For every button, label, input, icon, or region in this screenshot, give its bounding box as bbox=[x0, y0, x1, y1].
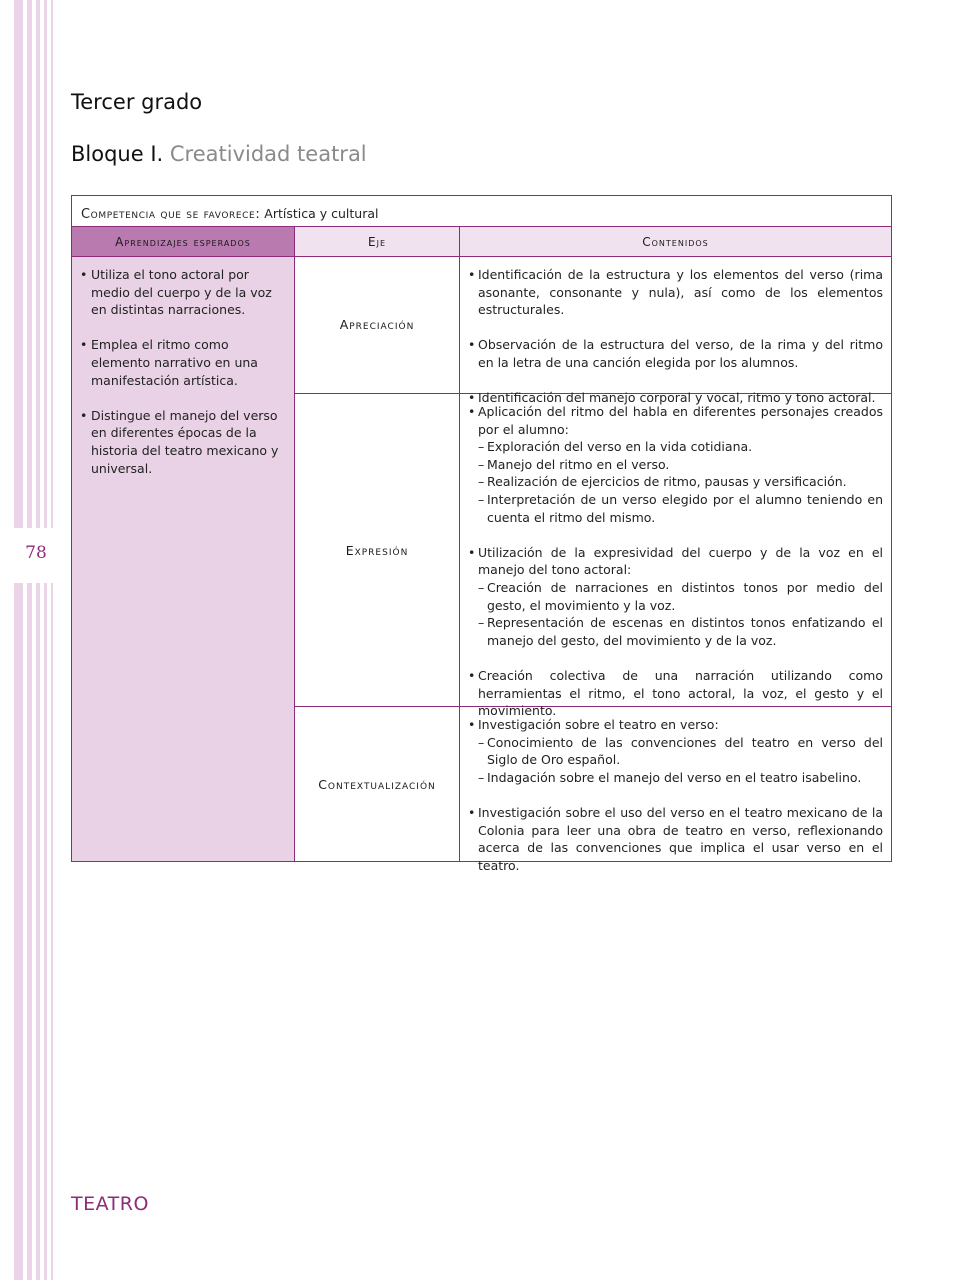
list-item: • Aplicación del ritmo del habla en diferentes personajes creados por el alumno: bbox=[468, 403, 883, 438]
header-aprendizajes: Aprendizajes esperados bbox=[72, 227, 295, 256]
sub-list-item: – Indagación sobre el manejo del verso en el teatro isabelino. bbox=[468, 769, 883, 787]
axis-row-expresion bbox=[295, 394, 891, 719]
sub-list-item: – Realización de ejercicios de ritmo, pausas y versificación. bbox=[468, 473, 883, 491]
axis-name: Expresión bbox=[295, 394, 460, 706]
competencia-value: Artística y cultural bbox=[264, 206, 379, 221]
ejes-column bbox=[295, 257, 891, 873]
stripe bbox=[44, 0, 47, 1280]
stripe bbox=[51, 0, 53, 1280]
body-row bbox=[72, 257, 891, 873]
header-eje: Eje bbox=[295, 227, 460, 256]
grade-title: Tercer grado bbox=[71, 90, 203, 114]
stripe bbox=[36, 0, 40, 1280]
axis-row-contextualizacion bbox=[295, 707, 891, 873]
curriculum-table bbox=[71, 195, 892, 873]
axis-content bbox=[460, 707, 891, 873]
stripe bbox=[14, 0, 23, 1280]
list-item: • Identificación del manejo corporal y vocal, ritmo y tono actoral. bbox=[468, 389, 883, 407]
sub-list-item: – Manejo del ritmo en el verso. bbox=[468, 456, 883, 474]
list-item: • Investigación sobre el teatro en verso: bbox=[468, 716, 883, 734]
sub-list-item: – Creación de narraciones en distintos tonos por medio del gesto, el movimiento y la voz. bbox=[468, 579, 883, 614]
list-item: • Creación colectiva de una narración utilizando como herramientas el ritmo, el tono actoral, la voz, el gesto y el movimiento. bbox=[468, 667, 883, 720]
header-row bbox=[72, 227, 891, 257]
stripe bbox=[27, 0, 32, 1280]
header-contenidos: Contenidos bbox=[460, 227, 891, 256]
sub-list-item: – Conocimiento de las convenciones del teatro en verso del Siglo de Oro español. bbox=[468, 734, 883, 769]
axis-row-apreciacion bbox=[295, 257, 891, 406]
list-item: • Observación de la estructura del verso, de la rima y del ritmo en la letra de una canción elegida por los alumnos. bbox=[468, 336, 883, 371]
list-item: • Distingue el manejo del verso en diferentes épocas de la historia del teatro mexicano y universal. bbox=[78, 407, 286, 477]
left-stripes bbox=[0, 0, 60, 1280]
page-number: 78 bbox=[25, 543, 47, 563]
sub-list-item: – Exploración del verso en la vida cotidiana. bbox=[468, 438, 883, 456]
axis-content bbox=[460, 394, 891, 719]
aprendizajes-column bbox=[72, 257, 295, 861]
list-item: • Utiliza el tono actoral por medio del cuerpo y de la voz en distintas narraciones. bbox=[78, 266, 286, 319]
list-item: • Identificación de la estructura y los elementos del verso (rima asonante, consonante y nula), así como de los elementos estructurales. bbox=[468, 266, 883, 319]
list-item: • Utilización de la expresividad del cuerpo y de la voz en el manejo del tono actoral: bbox=[468, 544, 883, 579]
competencia-row bbox=[72, 196, 891, 227]
axis-name: Apreciación bbox=[295, 257, 460, 393]
competencia-label: Competencia que se favorece: bbox=[81, 207, 261, 222]
block-subtitle: Creatividad teatral bbox=[169, 142, 367, 166]
footer-subject: TEATRO bbox=[71, 1193, 149, 1215]
block-label: Bloque I. bbox=[71, 142, 164, 166]
axis-name: Contextualización bbox=[295, 707, 460, 861]
list-item: • Emplea el ritmo como elemento narrativo en una manifestación artística. bbox=[78, 336, 286, 389]
axis-content bbox=[460, 257, 891, 406]
block-title bbox=[71, 142, 367, 166]
sub-list-item: – Representación de escenas en distintos tonos enfatizando el manejo del gesto, del movimiento y de la voz. bbox=[468, 614, 883, 649]
sub-list-item: – Interpretación de un verso elegido por el alumno teniendo en cuenta el ritmo del mismo. bbox=[468, 491, 883, 526]
list-item: • Investigación sobre el uso del verso en el teatro mexicano de la Colonia para leer una obra de teatro en verso, reflexionando acerca de las convenciones que implica el usar verso en el teatro. bbox=[468, 804, 883, 874]
